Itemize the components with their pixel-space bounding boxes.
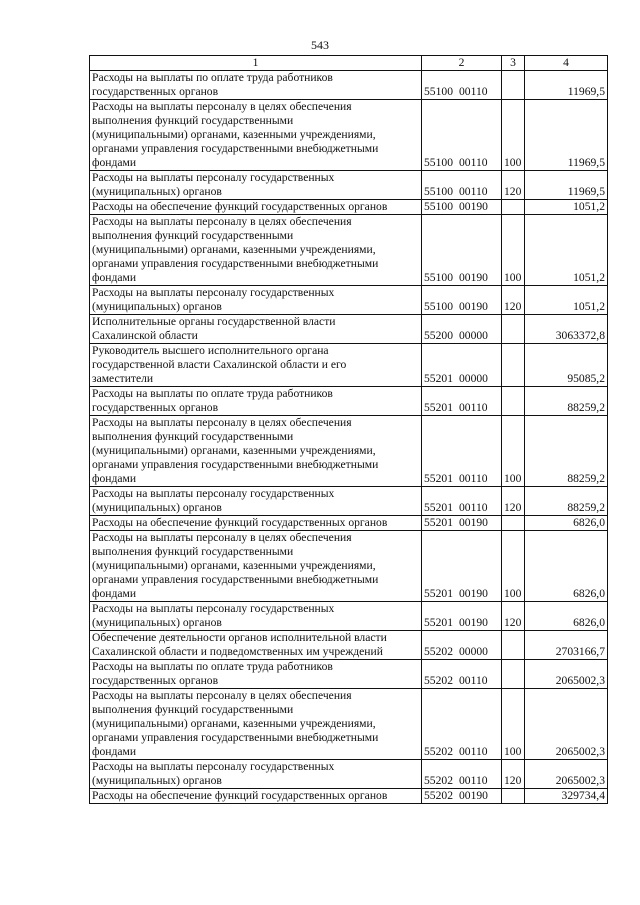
- row-name-line: фондами: [92, 587, 137, 600]
- row-expense-type-cell: [502, 315, 525, 344]
- row-name-line: выполнения функций государственными: [92, 703, 294, 716]
- row-code-cell: [422, 100, 502, 171]
- row-code-part-2: 00110: [458, 401, 488, 414]
- row-name-cell: [90, 760, 422, 789]
- table-row: [90, 215, 608, 286]
- row-code-part-2: 00110: [458, 774, 488, 787]
- table-row: [90, 315, 608, 344]
- row-name-line: фондами: [92, 271, 137, 284]
- row-code-part-2: 00190: [458, 616, 488, 629]
- row-name-line: Расходы на выплаты персоналу в целях обеспечения: [92, 215, 352, 228]
- row-code-part-1: 55100: [424, 271, 453, 284]
- table-row: [90, 487, 608, 516]
- table-header: [90, 56, 608, 71]
- row-expense-type-cell: [502, 71, 525, 100]
- row-code-part-1: 55202: [424, 789, 453, 802]
- table-row: [90, 689, 608, 760]
- row-code-cell: [422, 760, 502, 789]
- row-name-cell: [90, 416, 422, 487]
- table-row: [90, 387, 608, 416]
- column-header-3: 3: [502, 56, 525, 71]
- row-code-cell: [422, 660, 502, 689]
- row-name-line: Сахалинской области и подведомственных им учреждений: [92, 645, 383, 658]
- row-code-part-2: 00110: [458, 156, 488, 169]
- row-name-line: Расходы на выплаты персоналу государственных: [92, 286, 335, 299]
- row-amount-cell: 1051,2: [525, 215, 608, 286]
- row-name-line: выполнения функций государственными: [92, 430, 294, 443]
- row-name-cell: [90, 344, 422, 387]
- column-header-1: 1: [90, 56, 422, 71]
- column-header-2: 2: [422, 56, 502, 71]
- row-name-line: органами управления государственными внебюджетными: [92, 458, 379, 471]
- row-name-line: Расходы на выплаты по оплате труда работников: [92, 71, 333, 84]
- row-amount-cell: 11969,5: [525, 171, 608, 200]
- row-name-cell: [90, 200, 422, 215]
- header-row: [90, 56, 608, 71]
- row-expense-type-cell: 120: [502, 286, 525, 315]
- row-expense-type-cell: [502, 631, 525, 660]
- row-name-cell: [90, 602, 422, 631]
- table-row: [90, 100, 608, 171]
- row-code-cell: [422, 200, 502, 215]
- row-expense-type-cell: 120: [502, 171, 525, 200]
- row-code-part-2: 00110: [458, 185, 488, 198]
- row-name-cell: [90, 487, 422, 516]
- row-code-part-1: 55202: [424, 645, 453, 658]
- row-code-cell: [422, 689, 502, 760]
- table-row: [90, 602, 608, 631]
- row-code-cell: [422, 344, 502, 387]
- table-row: [90, 171, 608, 200]
- row-code-part-2: 00000: [458, 645, 488, 658]
- row-name-line: Расходы на выплаты по оплате труда работников: [92, 660, 333, 673]
- row-expense-type-cell: [502, 387, 525, 416]
- row-code-cell: [422, 171, 502, 200]
- row-name-line: (муниципальных) органов: [92, 774, 222, 787]
- row-expense-type-cell: 100: [502, 416, 525, 487]
- row-name-line: (муниципальных) органов: [92, 616, 222, 629]
- table-row: [90, 531, 608, 602]
- row-name-cell: [90, 660, 422, 689]
- row-expense-type-cell: 120: [502, 760, 525, 789]
- row-expense-type-cell: 100: [502, 100, 525, 171]
- row-code-part-2: 00110: [458, 674, 488, 687]
- row-name-line: Руководитель высшего исполнительного органа: [92, 344, 329, 357]
- row-code-part-2: 00190: [458, 516, 488, 529]
- row-code-part-1: 55202: [424, 745, 453, 758]
- row-expense-type-cell: 120: [502, 487, 525, 516]
- row-amount-cell: 88259,2: [525, 387, 608, 416]
- row-name-cell: [90, 689, 422, 760]
- row-code-part-1: 55202: [424, 774, 453, 787]
- row-name-line: государственных органов: [92, 674, 219, 687]
- row-code-part-1: 55201: [424, 587, 453, 600]
- row-expense-type-cell: [502, 516, 525, 531]
- row-code-cell: [422, 602, 502, 631]
- row-name-cell: [90, 71, 422, 100]
- row-name-line: (муниципальными) органами, казенными учреждениями,: [92, 717, 376, 730]
- row-code-cell: [422, 416, 502, 487]
- row-amount-cell: 6826,0: [525, 602, 608, 631]
- row-name-line: государственных органов: [92, 401, 219, 414]
- row-code-cell: [422, 286, 502, 315]
- row-name-line: Расходы на выплаты персоналу государственных: [92, 171, 335, 184]
- row-name-line: (муниципальными) органами, казенными учреждениями,: [92, 444, 376, 457]
- row-code-part-1: 55201: [424, 472, 453, 485]
- row-name-line: Расходы на выплаты персоналу государственных: [92, 760, 335, 773]
- row-expense-type-cell: 100: [502, 531, 525, 602]
- row-code-cell: [422, 487, 502, 516]
- row-code-part-1: 55201: [424, 501, 453, 514]
- row-name-line: фондами: [92, 745, 137, 758]
- row-code-cell: [422, 387, 502, 416]
- row-code-part-1: 55100: [424, 300, 453, 313]
- row-name-cell: [90, 387, 422, 416]
- row-name-line: органами управления государственными внебюджетными: [92, 573, 379, 586]
- row-code-part-2: 00190: [458, 587, 488, 600]
- table-row: [90, 631, 608, 660]
- row-name-cell: [90, 100, 422, 171]
- table-row: [90, 516, 608, 531]
- row-amount-cell: 11969,5: [525, 71, 608, 100]
- row-expense-type-cell: [502, 344, 525, 387]
- table-row: [90, 760, 608, 789]
- row-amount-cell: 329734,4: [525, 789, 608, 804]
- row-code-cell: [422, 71, 502, 100]
- row-code-part-1: 55100: [424, 156, 453, 169]
- row-name-line: выполнения функций государственными: [92, 114, 294, 127]
- row-code-cell: [422, 789, 502, 804]
- row-name-line: Расходы на обеспечение функций государственных органов: [92, 200, 388, 213]
- row-name-line: выполнения функций государственными: [92, 545, 294, 558]
- row-name-cell: [90, 531, 422, 602]
- row-expense-type-cell: 120: [502, 602, 525, 631]
- row-code-cell: [422, 531, 502, 602]
- row-code-part-1: 55201: [424, 516, 453, 529]
- row-name-line: органами управления государственными внебюджетными: [92, 731, 379, 744]
- row-amount-cell: 3063372,8: [525, 315, 608, 344]
- row-amount-cell: 1051,2: [525, 286, 608, 315]
- row-code-part-1: 55201: [424, 616, 453, 629]
- row-code-part-1: 55202: [424, 674, 453, 687]
- row-code-part-2: 00110: [458, 472, 488, 485]
- row-name-cell: [90, 315, 422, 344]
- row-name-cell: [90, 286, 422, 315]
- row-name-line: Исполнительные органы государственной власти: [92, 315, 336, 328]
- row-name-line: Расходы на обеспечение функций государственных органов: [92, 789, 388, 802]
- row-amount-cell: 2065002,3: [525, 660, 608, 689]
- row-code-part-1: 55201: [424, 401, 453, 414]
- table-row: [90, 416, 608, 487]
- page-number: 543: [311, 38, 329, 52]
- row-code-part-2: 00190: [458, 271, 488, 284]
- row-code-part-2: 00110: [458, 85, 488, 98]
- row-name-cell: [90, 631, 422, 660]
- row-code-part-2: 00110: [458, 745, 488, 758]
- row-amount-cell: 6826,0: [525, 531, 608, 602]
- table-row: [90, 789, 608, 804]
- row-name-line: (муниципальными) органами, казенными учреждениями,: [92, 243, 376, 256]
- row-amount-cell: 11969,5: [525, 100, 608, 171]
- row-code-part-1: 55200: [424, 329, 453, 342]
- row-name-line: (муниципальных) органов: [92, 300, 222, 313]
- row-name-line: государственных органов: [92, 85, 219, 98]
- table-row: [90, 344, 608, 387]
- row-name-line: Расходы на обеспечение функций государственных органов: [92, 516, 388, 529]
- row-name-line: Расходы на выплаты персоналу в целях обеспечения: [92, 689, 352, 702]
- row-name-line: (муниципальными) органами, казенными учреждениями,: [92, 128, 376, 141]
- row-code-part-1: 55100: [424, 200, 453, 213]
- row-code-cell: [422, 215, 502, 286]
- column-header-4: 4: [525, 56, 608, 71]
- row-code-cell: [422, 631, 502, 660]
- row-code-part-2: 00190: [458, 300, 488, 313]
- row-expense-type-cell: 100: [502, 689, 525, 760]
- row-code-part-2: 00190: [458, 789, 488, 802]
- row-name-line: Расходы на выплаты персоналу в целях обеспечения: [92, 531, 352, 544]
- row-name-cell: [90, 215, 422, 286]
- row-name-line: органами управления государственными внебюджетными: [92, 142, 379, 155]
- row-code-cell: [422, 516, 502, 531]
- row-code-part-1: 55201: [424, 372, 453, 385]
- row-amount-cell: 6826,0: [525, 516, 608, 531]
- row-name-line: (муниципальными) органами, казенными учреждениями,: [92, 559, 376, 572]
- row-name-line: Расходы на выплаты персоналу государственных: [92, 602, 335, 615]
- row-name-line: органами управления государственными внебюджетными: [92, 257, 379, 270]
- row-code-part-2: 00110: [458, 501, 488, 514]
- row-name-line: Обеспечение деятельности органов исполнительной власти: [92, 631, 387, 644]
- row-amount-cell: 2065002,3: [525, 760, 608, 789]
- row-expense-type-cell: [502, 789, 525, 804]
- row-name-line: фондами: [92, 156, 137, 169]
- row-amount-cell: 88259,2: [525, 487, 608, 516]
- table-row: [90, 200, 608, 215]
- row-code-cell: [422, 315, 502, 344]
- row-name-line: Расходы на выплаты персоналу в целях обеспечения: [92, 100, 352, 113]
- table-row: [90, 660, 608, 689]
- row-name-line: (муниципальных) органов: [92, 185, 222, 198]
- row-name-cell: [90, 516, 422, 531]
- row-code-part-1: 55100: [424, 85, 453, 98]
- row-code-part-2: 00190: [458, 200, 488, 213]
- row-name-line: Расходы на выплаты персоналу в целях обеспечения: [92, 416, 352, 429]
- row-amount-cell: 2065002,3: [525, 689, 608, 760]
- row-name-line: фондами: [92, 472, 137, 485]
- table-row: [90, 71, 608, 100]
- row-name-cell: [90, 171, 422, 200]
- row-expense-type-cell: 100: [502, 215, 525, 286]
- row-expense-type-cell: [502, 660, 525, 689]
- row-amount-cell: 88259,2: [525, 416, 608, 487]
- row-expense-type-cell: [502, 200, 525, 215]
- row-code-part-2: 00000: [458, 329, 488, 342]
- row-name-line: государственной власти Сахалинской области и его: [92, 358, 347, 371]
- row-code-part-1: 55100: [424, 185, 453, 198]
- row-amount-cell: 2703166,7: [525, 631, 608, 660]
- table-row: [90, 286, 608, 315]
- row-name-line: Расходы на выплаты персоналу государственных: [92, 487, 335, 500]
- row-name-line: выполнения функций государственными: [92, 229, 294, 242]
- row-name-cell: [90, 789, 422, 804]
- table-body: [90, 71, 608, 804]
- row-amount-cell: 95085,2: [525, 344, 608, 387]
- row-name-line: (муниципальных) органов: [92, 501, 222, 514]
- row-name-line: заместители: [92, 372, 154, 385]
- row-name-line: Расходы на выплаты по оплате труда работников: [92, 387, 333, 400]
- budget-table: [89, 55, 608, 804]
- row-code-part-2: 00000: [458, 372, 488, 385]
- row-name-line: Сахалинской области: [92, 329, 198, 342]
- row-amount-cell: 1051,2: [525, 200, 608, 215]
